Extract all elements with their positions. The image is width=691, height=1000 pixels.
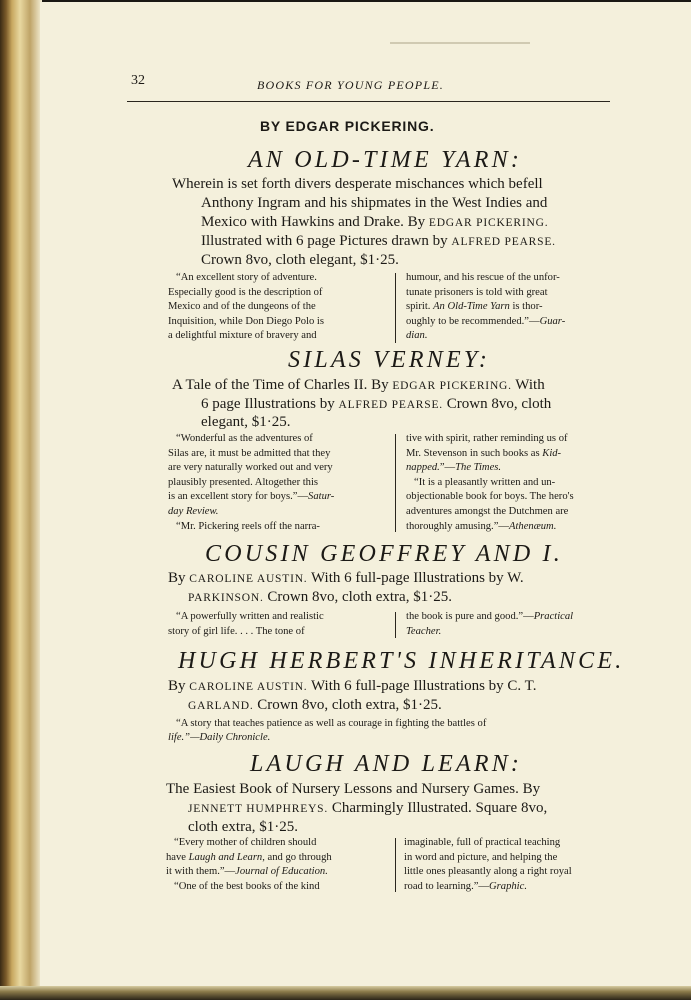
book-description-line: cloth extra, $1·25. xyxy=(188,819,298,835)
book-description-line: The Easiest Book of Nursery Lessons and Nursery Games. By xyxy=(166,781,541,797)
column-divider xyxy=(395,838,396,892)
book-description-line: Wherein is set forth divers desperate mischances which befell xyxy=(172,176,543,192)
column-divider xyxy=(395,273,396,343)
book-title: HUGH HERBERT'S INHERITANCE. xyxy=(178,648,625,674)
header-rule xyxy=(127,101,610,102)
review-right-column: imaginable, full of practical teaching in word and picture, and helping the little ones pleasantly along a right royal road to learning.”—Graphic. xyxy=(404,837,572,892)
running-header: BOOKS FOR YOUNG PEOPLE. xyxy=(257,78,444,92)
book-title: LAUGH AND LEARN: xyxy=(250,751,523,777)
review-quote: “A story that teaches patience as well as courage in fighting the battles of xyxy=(176,718,487,729)
book-gutter xyxy=(0,0,42,1000)
page-bottom-edge xyxy=(0,986,691,1000)
page-number: 32 xyxy=(131,73,145,88)
book-description-line: Mexico with Hawkins and Drake. By EDGAR PICKERING. xyxy=(201,214,549,230)
book-title: SILAS VERNEY: xyxy=(288,347,491,373)
book-description-line: PARKINSON. Crown 8vo, cloth extra, $1·25. xyxy=(188,589,452,605)
bleed-through-mark xyxy=(390,42,530,44)
book-title: AN OLD-TIME YARN: xyxy=(248,147,523,173)
review-right-column: the book is pure and good.”—Practical Teacher. xyxy=(406,611,574,637)
book-description-line: GARLAND. Crown 8vo, cloth extra, $1·25. xyxy=(188,697,442,713)
book-description-line: Crown 8vo, cloth elegant, $1·25. xyxy=(201,252,399,268)
book-description-line: A Tale of the Time of Charles II. By EDGAR PICKERING. With xyxy=(172,377,545,393)
review-left-column: “A powerfully written and realistic story of girl life. . . . The tone of xyxy=(168,611,324,637)
review-left-column: “Every mother of children should have Laugh and Learn, and go through it with them.”—Journal of Education. “One of the best books of the kind xyxy=(166,837,332,892)
book-description-line: 6 page Illustrations by ALFRED PEARSE. Crown 8vo, cloth xyxy=(201,396,552,412)
book-description-line: Illustrated with 6 page Pictures drawn by ALFRED PEARSE. xyxy=(201,233,556,249)
book-description-line: Anthony Ingram and his shipmates in the West Indies and xyxy=(201,195,548,211)
book-description-line: elegant, $1·25. xyxy=(201,414,291,430)
review-left-column: “An excellent story of adventure. Especially good is the description of Mexico and of the dungeons of the Inquisition, while Don Diego Polo is a delightful mixture of bravery and xyxy=(168,272,324,342)
review-left-column: “Wonderful as the adventures of Silas are, it must be admitted that they are very naturally worked out and very plausibly presented. Altogether this is an excellent story for boys.”—Satur- day Review. “Mr. Pickering reels off the narra- xyxy=(168,433,335,532)
book-description-line: By CAROLINE AUSTIN. With 6 full-page Illustrations by C. T. xyxy=(168,678,537,694)
review-right-column: tive with spirit, rather reminding us of Mr. Stevenson in such books as Kid- napped.”—The Times. “It is a pleasantly written and un- objectionable book for boys. The hero's adventures amongst the Dutchmen are thoroughly amusing.”—Athenæum. xyxy=(406,433,574,532)
review-right-column: humour, and his rescue of the unfor- tunate prisoners is told with great spirit. An Old-Time Yarn is thor- oughly to be recommended.”—Guar- dian. xyxy=(406,272,566,342)
review-quote: life.”—Daily Chronicle. xyxy=(168,732,271,743)
column-divider xyxy=(395,434,396,532)
column-divider xyxy=(395,612,396,638)
book-title: COUSIN GEOFFREY AND I. xyxy=(205,541,563,567)
book-description-line: By CAROLINE AUSTIN. With 6 full-page Illustrations by W. xyxy=(168,570,524,586)
book-description-line: JENNETT HUMPHREYS. Charmingly Illustrated. Square 8vo, xyxy=(188,800,548,816)
author-heading: BY EDGAR PICKERING. xyxy=(260,118,435,134)
